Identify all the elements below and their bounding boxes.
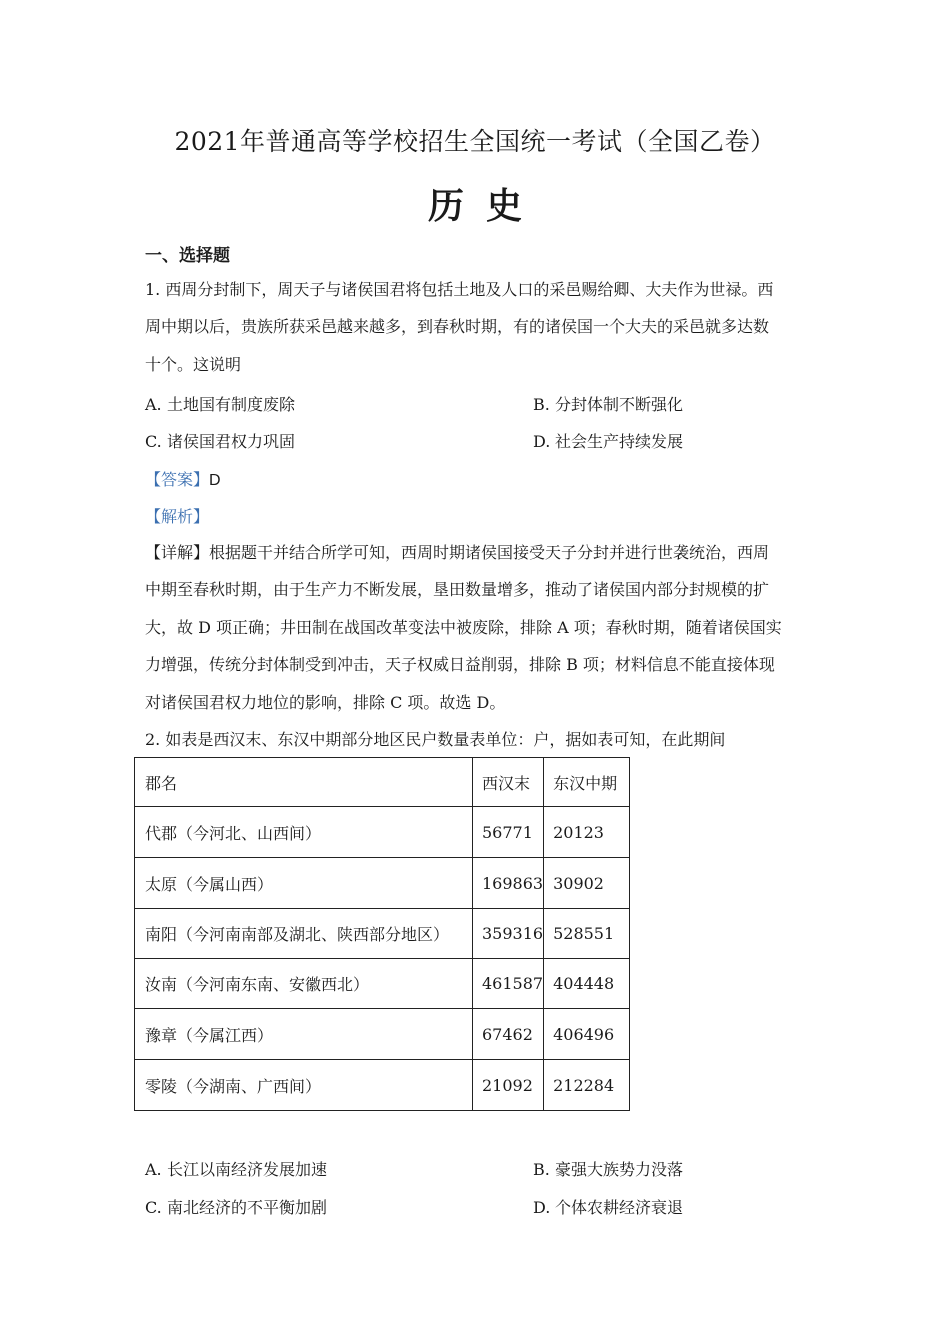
table-cell: 169863 xyxy=(473,858,544,909)
option-letter: B. xyxy=(533,395,550,414)
table-header-cell: 西汉末 xyxy=(473,758,544,807)
table-cell: 404448 xyxy=(544,959,630,1009)
option-letter: A. xyxy=(145,1160,162,1179)
table-cell: 代郡（今河北、山西间） xyxy=(135,807,473,858)
table-cell: 67462 xyxy=(473,1009,544,1060)
option-letter: B. xyxy=(533,1160,550,1179)
table-cell: 461587 xyxy=(473,959,544,1009)
table-cell: 30902 xyxy=(544,858,630,909)
question-2-option-a[interactable] xyxy=(145,1157,327,1180)
question-2-option-d[interactable] xyxy=(533,1195,683,1218)
population-table xyxy=(134,757,630,1111)
table-cell: 21092 xyxy=(473,1060,544,1111)
question-2-stem: 2. 如表是西汉末、东汉中期部分地区民户数量表单位：户，据如表可知，在此期间 xyxy=(145,730,726,749)
table-cell: 零陵（今湖南、广西间） xyxy=(135,1060,473,1111)
option-text: 社会生产持续发展 xyxy=(555,432,684,451)
option-letter: C. xyxy=(145,1198,162,1217)
option-letter: D. xyxy=(533,1198,551,1217)
table-row xyxy=(135,1009,630,1060)
section-heading: 一、选择题 xyxy=(145,246,230,266)
detail-line: 中期至春秋时期，由于生产力不断发展，垦田数量增多，推动了诸侯国内部分封规模的扩 xyxy=(145,580,770,599)
table-header-row xyxy=(135,758,630,807)
option-text: 土地国有制度废除 xyxy=(167,395,296,414)
detail-line: 大，故 D 项正确；井田制在战国改革变法中被废除，排除 A 项；春秋时期，随着诸侯国实 xyxy=(145,618,782,637)
detail-line: 力增强，传统分封体制受到冲击，天子权威日益削弱，排除 B 项；材料信息不能直接体现 xyxy=(145,655,775,674)
analysis-label-text: 【解析】 xyxy=(145,507,210,526)
table-cell: 豫章（今属江西） xyxy=(135,1009,473,1060)
table-cell: 太原（今属山西） xyxy=(135,858,473,909)
answer-value: D xyxy=(209,472,221,489)
question-1-stem-line: 1. 西周分封制下，周天子与诸侯国君将包括土地及人口的采邑赐给卿、大夫作为世禄。西 xyxy=(145,280,774,299)
table-cell: 528551 xyxy=(544,909,630,959)
question-1-option-b[interactable] xyxy=(533,392,683,415)
option-letter: D. xyxy=(533,432,551,451)
answer-line xyxy=(145,467,221,490)
option-text: 分封体制不断强化 xyxy=(555,395,684,414)
subject-title: 历史 xyxy=(427,185,544,227)
detail-line: 对诸侯国君权力地位的影响，排除 C 项。故选 D。 xyxy=(145,693,506,712)
table-row xyxy=(135,1060,630,1111)
question-1-option-c[interactable] xyxy=(145,429,295,452)
table-row xyxy=(135,909,630,959)
question-1-option-d[interactable] xyxy=(533,429,683,452)
option-text: 个体农耕经济衰退 xyxy=(555,1198,684,1217)
table-cell: 406496 xyxy=(544,1009,630,1060)
table-cell: 212284 xyxy=(544,1060,630,1111)
question-1-stem-line: 周中期以后，贵族所获采邑越来越多，到春秋时期，有的诸侯国一个大夫的采邑就多达数 xyxy=(145,317,770,336)
table-row xyxy=(135,807,630,858)
detail-line: 【详解】根据题干并结合所学可知，西周时期诸侯国接受天子分封并进行世袭统治，西周 xyxy=(145,543,770,562)
table-header-cell: 东汉中期 xyxy=(544,758,630,807)
question-2-option-c[interactable] xyxy=(145,1195,327,1218)
option-letter: A. xyxy=(145,395,162,414)
table-cell: 56771 xyxy=(473,807,544,858)
table-header-cell: 郡名 xyxy=(135,758,473,807)
question-2-option-b[interactable] xyxy=(533,1157,683,1180)
question-1-option-a[interactable] xyxy=(145,392,295,415)
table-cell: 359316 xyxy=(473,909,544,959)
question-1-stem-line: 十个。这说明 xyxy=(145,355,242,374)
table-cell: 汝南（今河南东南、安徽西北） xyxy=(135,959,473,1009)
table-row xyxy=(135,959,630,1009)
option-text: 长江以南经济发展加速 xyxy=(167,1160,328,1179)
table-cell: 南阳（今河南南部及湖北、陕西部分地区） xyxy=(135,909,473,959)
exam-title: 2021年普通高等学校招生全国统一考试（全国乙卷） xyxy=(174,127,776,156)
analysis-label xyxy=(145,504,209,527)
table-row xyxy=(135,858,630,909)
option-text: 南北经济的不平衡加剧 xyxy=(167,1198,328,1217)
answer-label: 【答案】 xyxy=(145,470,210,489)
option-text: 豪强大族势力没落 xyxy=(555,1160,684,1179)
option-letter: C. xyxy=(145,432,162,451)
option-text: 诸侯国君权力巩固 xyxy=(167,432,296,451)
table-cell: 20123 xyxy=(544,807,630,858)
